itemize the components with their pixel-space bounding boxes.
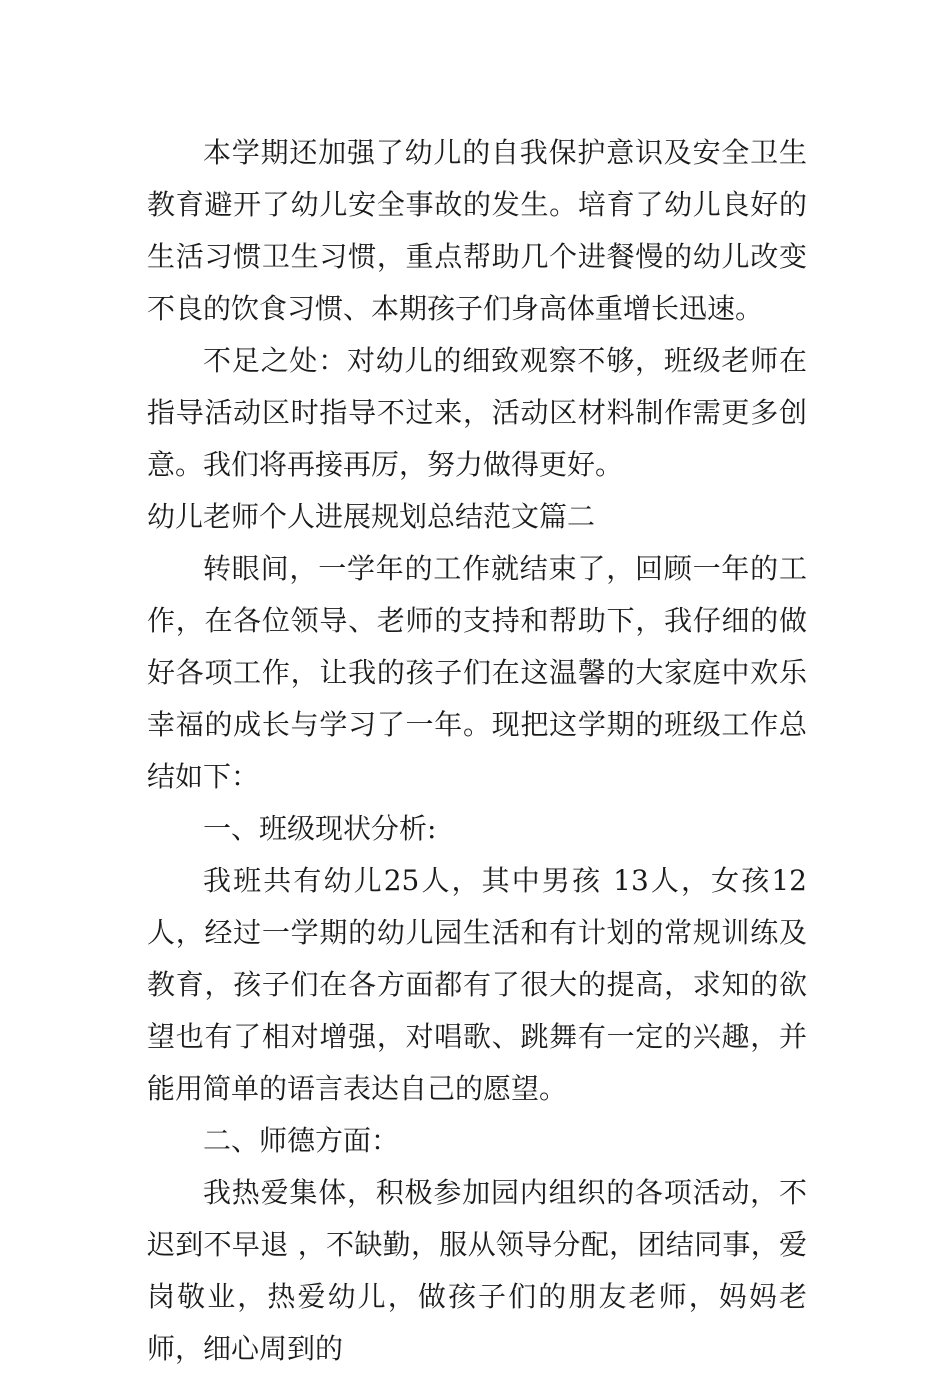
section-title: 幼儿老师个人进展规划总结范文篇二: [147, 500, 596, 533]
paragraph-class-analysis: 我班共有幼儿25人，其中男孩 13人，女孩12人，经过一学期的幼儿园生活和有计划的常规训练及教育，孩子们在各方面都有了很大的提高，求知的欲望也有了相对增强，对唱歌、跳舞有一定的兴趣，并能用简单的语言表达自己的愿望。: [147, 864, 807, 1105]
subheading-teacher-ethics: 二、师德方面：: [203, 1124, 400, 1157]
paragraph-teacher-ethics: 我热爱集体，积极参加园内组织的各项活动，不迟到不早退 ，不缺勤，服从领导分配，团结同事，爱岗敬业，热爱幼儿，做孩子们的朋友老师，妈妈老师，细心周到的: [147, 1176, 807, 1365]
document-body: [147, 127, 807, 1375]
paragraph-shortcomings: 不足之处：对幼儿的细致观察不够，班级老师在指导活动区时指导不过来，活动区材料制作需更多创意。我们将再接再厉，努力做得更好。: [147, 344, 807, 481]
paragraph-introduction: 转眼间，一学年的工作就结束了，回顾一年的工作，在各位领导、老师的支持和帮助下，我仔细的做好各项工作，让我的孩子们在这温馨的大家庭中欢乐幸福的成长与学习了一年。现把这学期的班级工作总结如下：: [147, 552, 807, 793]
paragraph-safety-education: 本学期还加强了幼儿的自我保护意识及安全卫生教育避开了幼儿安全事故的发生。培育了幼儿良好的生活习惯卫生习惯，重点帮助几个进餐慢的幼儿改变不良的饮食习惯、本期孩子们身高体重增长迅速。: [147, 136, 807, 325]
subheading-class-analysis: 一、班级现状分析:: [203, 812, 437, 845]
